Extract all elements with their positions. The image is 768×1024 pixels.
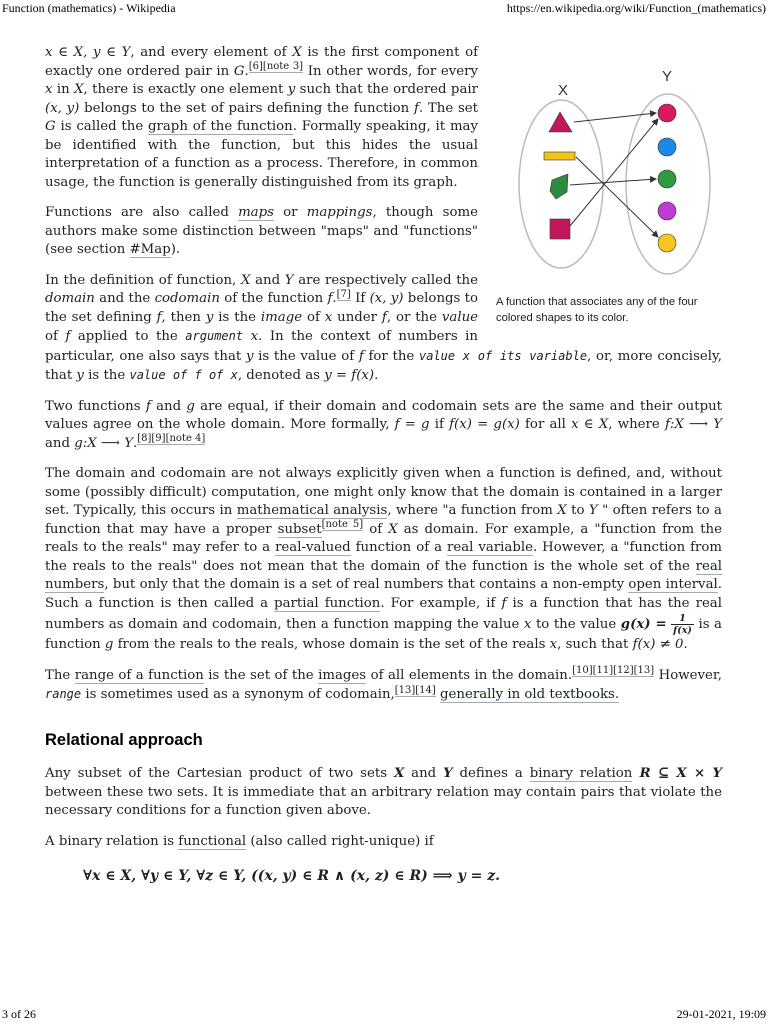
link-maps[interactable]: maps [238,205,274,220]
set-x-label: X [558,82,569,99]
print-header-url: https://en.wikipedia.org/wiki/Function_(mathematics) [506,1,766,15]
paragraph-equality: Two functions f and g are equal, if their domain and codomain sets are the same and their output values agree on the whole domain. More formally, f = g if f(x) = g(x) for all x ∈ X, where f:X ⟶ Y and g:X ⟶ Y.[8][9][note 4] [45,398,723,451]
link-range-of-function[interactable]: range of a function [74,667,204,683]
ref-7[interactable]: [7] [336,288,351,300]
ref-note-5[interactable]: [note 5] [321,519,364,531]
arrow-pentagon-green [570,179,656,185]
ref-10[interactable]: [10] [572,665,593,677]
ref-9[interactable]: [9] [151,433,166,445]
link-functional[interactable]: functional [178,833,247,849]
paragraph-maps: Functions are also called maps or mappings, though some authors make some distinction between "maps" and "functions" (see section #Map). [45,205,478,257]
triangle-shape [549,112,572,132]
print-header-title: Function (mathematics) - Wikipedia [2,1,176,15]
functional-formula: ∀x ∈ X, ∀y ∈ Y, ∀z ∈ Y, ((x, y) ∈ R ∧ (x, z) ∈ R) ⟹ y = z. [83,868,501,884]
arrow-square-red [570,119,658,226]
link-open-interval[interactable]: open interval [628,577,718,592]
link-partial-function[interactable]: partial function [274,595,381,611]
link-real-valued[interactable]: real-valued [275,540,351,555]
print-footer [0,1008,768,1024]
paragraph-binary-relation: Any subset of the Cartesian product of two sets X and Y defines a binary relation R ⊆ X × Y between these two sets. It is immediate that an arbitrary relation may contain pairs that violate the necessary conditions for a function given above. [45,766,722,818]
set-y-label: Y [662,68,673,85]
link-graph-of-function[interactable]: graph of the function [148,119,293,134]
red-dot [658,104,676,122]
ref-13b[interactable]: [13] [394,684,416,696]
green-dot [658,170,676,188]
paragraph-domain-codomain: In the definition of function, X and Y are respectively called the domain and the codomain of the function f.[7] If (x, y) belongs to the set defining f, then y is the image of x under f, or the value of f applied to the argument x. In the context of numbers in particular, one also says that y is the value of f for the value x of its variable, or, more concisely, that y is the value of f of x, denoted as y = f(x). [45,272,722,383]
ref-8[interactable]: [8] [137,433,152,445]
ref-11[interactable]: [11] [592,665,614,677]
link-subset[interactable]: subset [277,521,322,537]
link-real-numbers[interactable]: real numbers [45,558,722,592]
ref-note-3[interactable]: [note 3] [262,61,304,73]
print-datetime: 29-01-2021, 19:09 [676,1007,766,1021]
ref-note-4[interactable]: [note 4] [165,433,206,445]
yellow-dot [658,234,676,252]
page-number: 3 of 26 [2,1007,36,1021]
ref-6[interactable]: [6] [248,61,263,73]
ref-14[interactable]: [14] [415,684,436,696]
purple-dot [658,202,676,220]
square-shape [550,219,570,239]
blue-dot [658,138,676,156]
paragraph-range: The range of a function is the set of the images of all elements in the domain.[10][11][12][13] However, range is sometimes used as a synonym of codomain,[13][14] generally in old textbooks. [45,665,722,702]
figure-function-diagram [492,44,722,326]
link-binary-relation[interactable]: binary relation [529,766,633,781]
paragraph-partial-function: The domain and codomain are not always explicitly given when a function is defined, and, without some (possibly difficult) computation, one might only know that the domain is contained in a larger set. Typically, this occurs in mathematical analysis, where "a function from X to Y " often refers to a function that may have a proper subset[note 5] of X as domain. For example, a "function from the reals to the reals" may refer to a real-valued function of a real variable. However, a "function from the reals to the reals" does not mean that the domain of the function is the whole set of the real numbers, but only that the domain is a set of real numbers that contains a non-empty open interval. Such a function is then called a partial function. For example, if f is a function that has the real numbers as domain and codomain, then a function mapping the value x to the value g(x) = $\frac{1}{f(x)}$ is a function g from the reals to the reals, whose domain is the set of the reals x, such that f(x) ≠ 0. [45,466,722,652]
paragraph-functional: A binary relation is functional (also called right-unique) if [45,833,434,849]
link-mathematical-analysis[interactable]: mathematical analysis [236,503,388,518]
paragraph-graph: x ∈ X, y ∈ Y, and every element of X is the first component of exactly one ordered pair in G.[6][note 3] In other words, for every x in X, there is exactly one element y such that the ordered pair (x, y) belongs to the set of pairs defining the function f. The set G is called the graph of the function. Formally speaking, it may be identified with the function, but this hides the usual interpretation of a function as a process. Therefore, in common usage, the function is generally distinguished from its graph. [45,45,478,190]
article-content [45,44,722,886]
section-heading-relational-approach: Relational approach [45,730,203,749]
rectangle-shape [544,152,575,160]
function-diagram [492,44,722,290]
ref-13[interactable]: [13] [633,665,655,677]
print-header [0,0,768,16]
link-section-map[interactable]: #Map [129,242,171,257]
ref-12[interactable]: [12] [613,665,634,677]
pentagon-shape [550,174,568,199]
fraction-one-over-fx: $\frac{1}{f(x)}$ [673,613,692,636]
figure-caption: A function that associates any of the four colored shapes to its color. [496,296,698,324]
link-old-textbooks[interactable]: generally in old textbooks. [440,687,620,702]
link-real-variable[interactable]: real variable [446,540,533,555]
link-images[interactable]: images [318,667,367,683]
